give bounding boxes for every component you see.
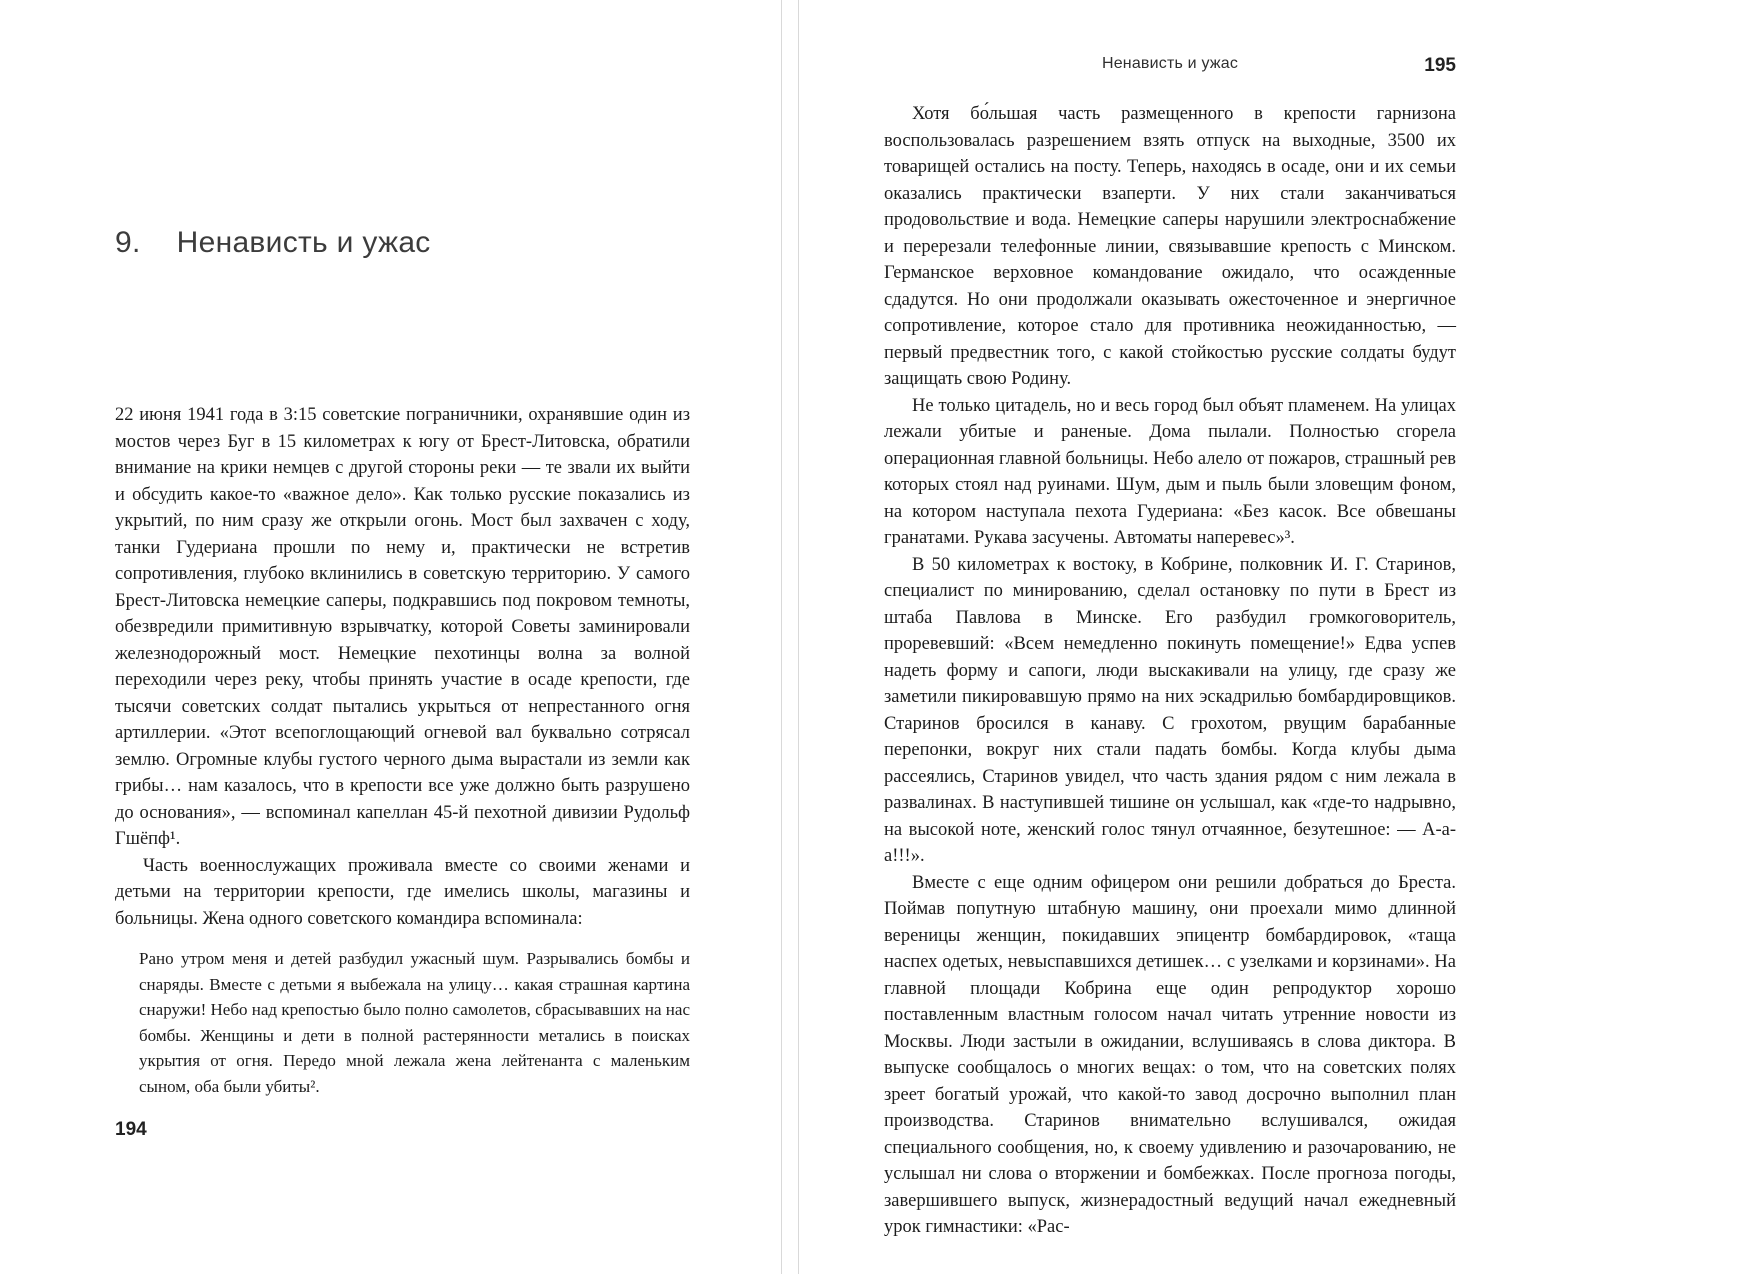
paragraph: Не только цитадель, но и весь город был объят пламенем. На улицах лежали убитые и раненые. Дома пылали. Полностью сгорела операционная главной больницы. Небо алело от пожаров, страшный рев которых стоял над руинами. Шум, дым и пыль были зловещим фоном, на котором наступала пехота Гудериана: «Без касок. Все обвешаны гранатами. Рукава засучены. Автоматы наперевес»³. xyxy=(884,395,1456,548)
block-quote xyxy=(139,946,690,1099)
running-head-row xyxy=(884,55,1456,77)
right-body-text xyxy=(884,101,1456,1241)
running-head: Ненависть и ужас xyxy=(1101,55,1239,72)
chapter-number: 9. xyxy=(115,226,141,259)
paragraph: Вместе с еще одним офицером они решили добраться до Бреста. Поймав попутную штабную машину, они проехали мимо длинной вереницы женщин, покидавших эпицентр бомбардировок, «таща наспех одетых, невыспавшихся детишек… с узелками и корзинами». На главной площади Кобрина еще один репродуктор хорошо поставленным властным голосом начал читать утренние новости из Москвы. Люди застыли в ожидании, вслушиваясь в слова диктора. В выпуске сообщалось о многих вещах: о том, что на советских полях зреет богатый урожай, что какой-то завод досрочно выполнил план производства. Старинов внимательно вслушивался, ожидая специального сообщения, но, к своему удивлению и разочарованию, не услышал ни слова о вторжении и бомбежках. После прогноза погоды, завершившего выпуск, жизнерадостный ведущий начал ежедневный урок гимнастики: «Рас- xyxy=(884,872,1456,1237)
page-right xyxy=(798,0,1748,1274)
paragraph: Хотя бо́льшая часть размещенного в крепости гарнизона воспользовалась разрешением взять отпуск на выходные, 3500 их товарищей остались на посту. Теперь, находясь в осаде, они и их семьи оказались практически взаперти. У них стали заканчиваться продовольствие и вода. Немецкие саперы нарушили электроснабжение и перерезали телефонные линии, связывавшие крепость с Минском. Германское верховное командование ожидало, что осажденные сдадутся. Но они продолжали оказывать ожесточенное и энергичное сопротивление, которое стало для противника неожиданностью, — первый предвестник того, с какой стойкостью русские солдаты будут защищать свою Родину. xyxy=(884,104,1456,389)
chapter-heading xyxy=(115,226,690,260)
chapter-title: Ненависть и ужас xyxy=(176,226,431,259)
page-gutter xyxy=(782,0,798,1274)
paragraph: Часть военнослужащих проживала вместе со своими женами и детьми на территории крепости, где имелись школы, магазины и больницы. Жена одного советского командира вспоминала: xyxy=(115,855,690,929)
page-number-left: 194 xyxy=(115,1119,147,1140)
page-left xyxy=(0,0,782,1274)
left-body-text xyxy=(115,402,690,932)
page-number-right: 195 xyxy=(1424,55,1456,76)
left-text-column xyxy=(115,226,690,1141)
quote-paragraph: Рано утром меня и детей разбудил ужасный шум. Разрывались бомбы и снаряды. Вместе с детьми я выбежала на улицу… какая страшная картина снаружи! Небо над крепостью было полно самолетов, сбрасывавших на нас бомбы. Женщины и дети в полной растерянности метались в поисках укрытия от огня. Передо мной лежала жена лейтенанта с маленьким сыном, оба были убиты². xyxy=(139,949,690,1096)
paragraph: В 50 километрах к востоку, в Кобрине, полковник И. Г. Старинов, специалист по минированию, сделал остановку по пути в Брест из штаба Павлова в Минске. Его разбудил громкоговоритель, проревевший: «Всем немедленно покинуть помещение!» Едва успев надеть форму и сапоги, люди выскакивали на улицу, где сразу же заметили пикировавшую прямо на них эскадрилью бомбардировщиков. Старинов бросился в канаву. С грохотом, рвущим барабанные перепонки, вокруг них стали падать бомбы. Когда клубы дыма рассеялись, Старинов увидел, что часть здания рядом с ним лежала в развалинах. В наступившей тишине он услышал, как «где-то надрывно, на высокой ноте, женский голос тянул отчаянное, безутешное: — А-а-а!!!». xyxy=(884,554,1456,866)
right-text-column xyxy=(884,55,1456,1241)
paragraph: 22 июня 1941 года в 3:15 советские пограничники, охранявшие один из мостов через Буг в 15 километрах к югу от Брест-Литовска, обратили внимание на крики немцев с другой стороны реки — те звали их выйти и обсудить какое-то «важное дело». Как только русские показались из укрытий, по ним сразу же открыли огонь. Мост был захвачен с ходу, танки Гудериана прошли по нему и, практически не встретив сопротивления, глубоко вклинились в советскую территорию. У самого Брест-Литовска немецкие саперы, подкравшись под покровом темноты, обезвредили примитивную взрывчатку, которой Советы заминировали железнодорожный мост. Немецкие пехотинцы волна за волной переходили через реку, чтобы принять участие в осаде крепости, где тысячи советских солдат пытались укрыться от непрестанного огня артиллерии. «Этот всепоглощающий огневой вал буквально сотрясал землю. Огромные клубы густого черного дыма вырастали из земли как грибы… нам казалось, что в крепости все уже должно быть разрушено до основания», — вспоминал капеллан 45-й пехотной дивизии Рудольф Гшёпф¹. xyxy=(115,405,690,849)
